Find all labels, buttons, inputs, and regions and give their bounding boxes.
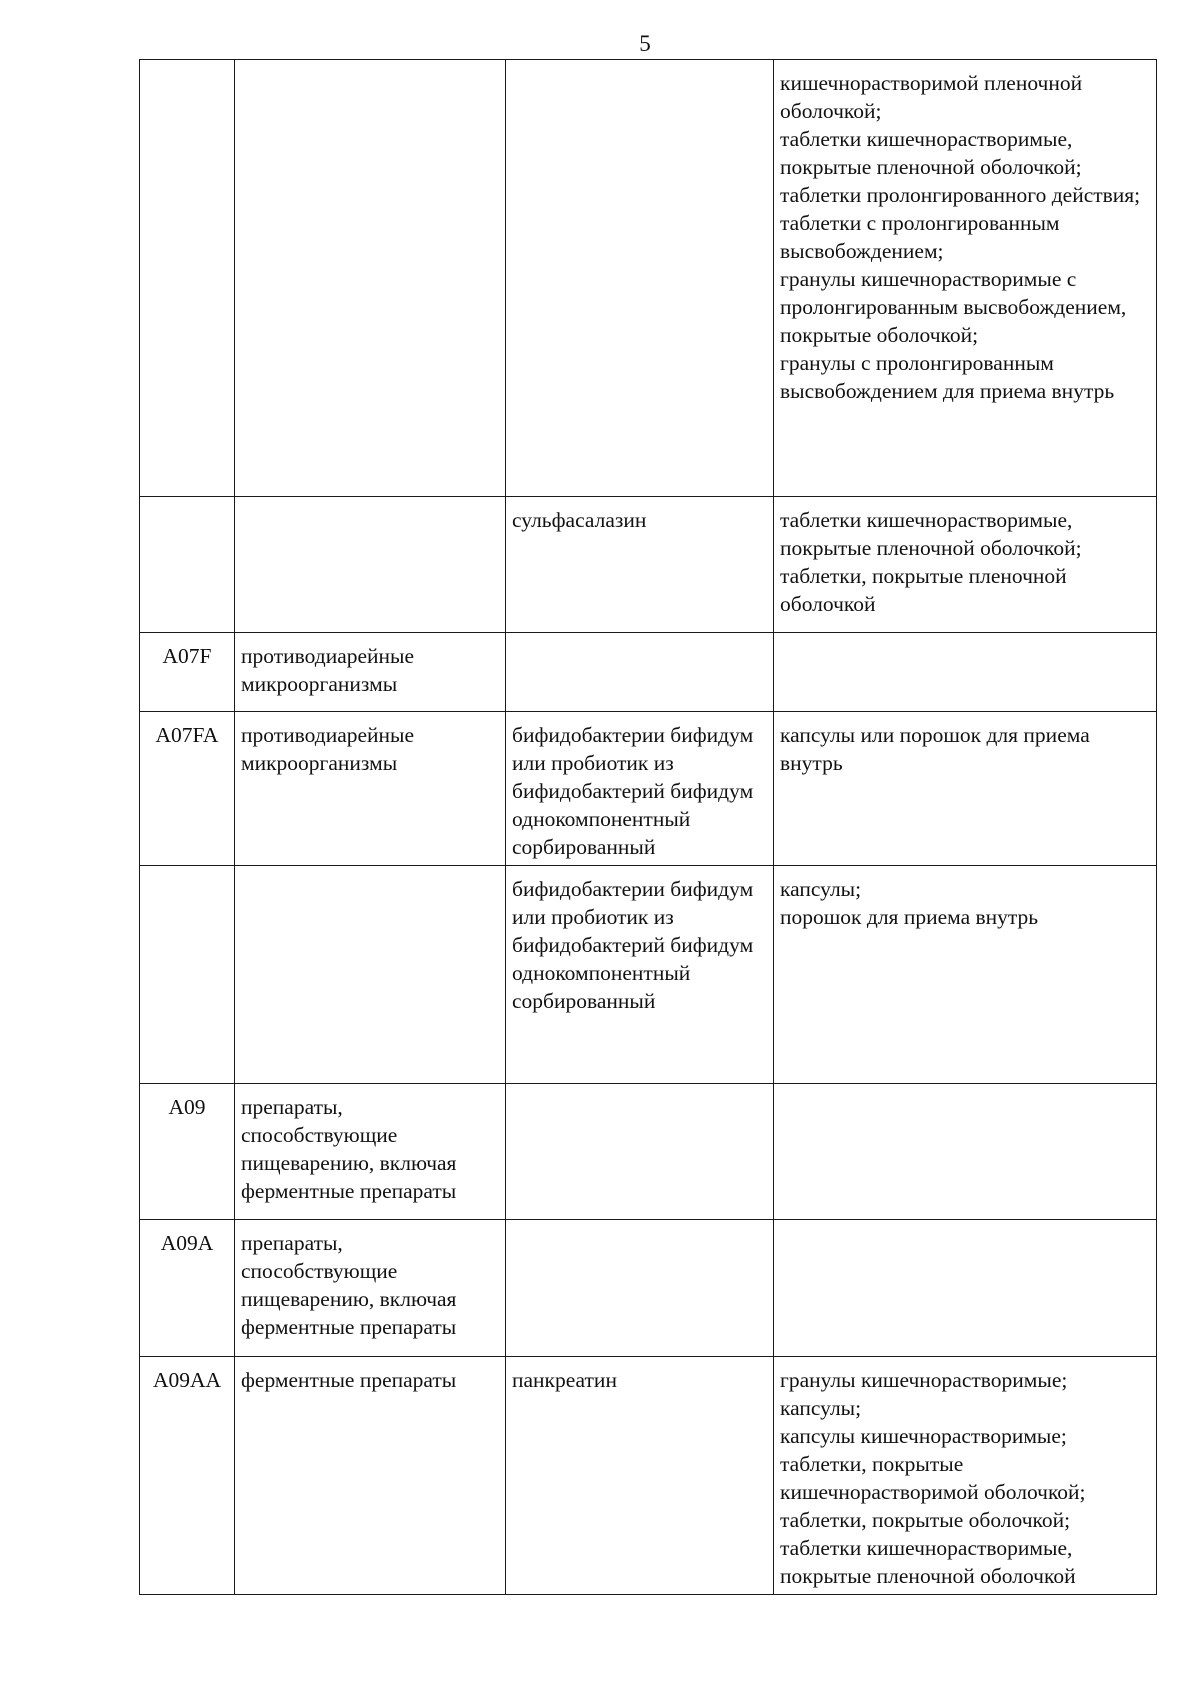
dosage-forms-cell [774,633,1157,712]
pharmacological-group-cell [235,712,506,866]
atc-code-cell: A07FA [140,712,235,866]
drug-name: бифидобактерии бифидум или пробиотик из бифидобактерий бифидум однокомпонентный сорбированный [512,877,754,1013]
pharmacological-group-cell [235,1084,506,1220]
dosage-form-line: таблетки кишечнорастворимые, покрытые пленочной оболочкой [780,1536,1076,1588]
atc-code-cell: A09AA [140,1357,235,1595]
table-row [140,1357,1157,1595]
group-name: препараты, способствующие пищеварению, включая ферментные препараты [241,1095,457,1203]
drug-name-cell [506,60,774,497]
pharmacological-group-cell [235,866,506,1084]
dosage-forms-cell [774,497,1157,633]
pharmacological-group-cell [235,497,506,633]
dosage-forms-cell [774,60,1157,497]
atc-code-cell: A09A [140,1220,235,1357]
dosage-form-line: кишечнорастворимой пленочной оболочкой; [780,71,1083,123]
table-row [140,712,1157,866]
dosage-forms-cell [774,1220,1157,1357]
table-row [140,497,1157,633]
group-name: противодиарейные микроорганизмы [241,723,415,775]
page-number: 5 [639,31,651,56]
table-row [140,60,1157,497]
table-row [140,1084,1157,1220]
drug-name-cell [506,497,774,633]
atc-code-cell [140,866,235,1084]
dosage-form-line: таблетки, покрытые кишечнорастворимой оболочкой; [780,1452,1086,1504]
drug-list-table [139,59,1157,1595]
dosage-form-line: капсулы или порошок для приема внутрь [780,723,1090,775]
dosage-form-line: таблетки пролонгированного действия; [780,183,1141,207]
group-name: противодиарейные микроорганизмы [241,644,415,696]
drug-name-cell [506,866,774,1084]
dosage-form-line: гранулы кишечнорастворимые; [780,1368,1068,1392]
dosage-form-line: гранулы с пролонгированным высвобождением для приема внутрь [780,351,1115,403]
pharmacological-group-cell [235,633,506,712]
dosage-forms-cell [774,712,1157,866]
table-row [140,866,1157,1084]
atc-code-cell: A09 [140,1084,235,1220]
dosage-form-line: гранулы кишечнорастворимые с пролонгированным высвобождением, покрытые оболочкой; [780,267,1127,347]
dosage-form-line: таблетки кишечнорастворимые, покрытые пленочной оболочкой; [780,127,1082,179]
dosage-form-line: таблетки, покрытые пленочной оболочкой [780,564,1067,616]
drug-name: бифидобактерии бифидум или пробиотик из бифидобактерий бифидум однокомпонентный сорбированный [512,723,754,859]
drug-name-cell [506,712,774,866]
dosage-form-line: таблетки с пролонгированным высвобождением; [780,211,1060,263]
drug-name-cell [506,633,774,712]
group-name: ферментные препараты [241,1368,457,1392]
dosage-form-line: порошок для приема внутрь [780,905,1039,929]
drug-name-cell [506,1357,774,1595]
atc-code-cell [140,497,235,633]
dosage-form-line: капсулы кишечнорастворимые; [780,1424,1067,1448]
table-row [140,1220,1157,1357]
pharmacological-group-cell [235,1220,506,1357]
pharmacological-group-cell [235,1357,506,1595]
dosage-forms-cell [774,866,1157,1084]
atc-code-cell: A07F [140,633,235,712]
drug-name-cell [506,1220,774,1357]
dosage-form-line: капсулы; [780,1396,862,1420]
drug-name: панкреатин [512,1368,617,1392]
table-row [140,633,1157,712]
dosage-form-line: таблетки кишечнорастворимые, покрытые пленочной оболочкой; [780,508,1082,560]
group-name: препараты, способствующие пищеварению, включая ферментные препараты [241,1231,457,1339]
drug-name-cell [506,1084,774,1220]
dosage-form-line: таблетки, покрытые оболочкой; [780,1508,1071,1532]
dosage-forms-cell [774,1357,1157,1595]
atc-code-cell [140,60,235,497]
drug-name: сульфасалазин [512,508,647,532]
dosage-form-line: капсулы; [780,877,862,901]
dosage-forms-cell [774,1084,1157,1220]
pharmacological-group-cell [235,60,506,497]
